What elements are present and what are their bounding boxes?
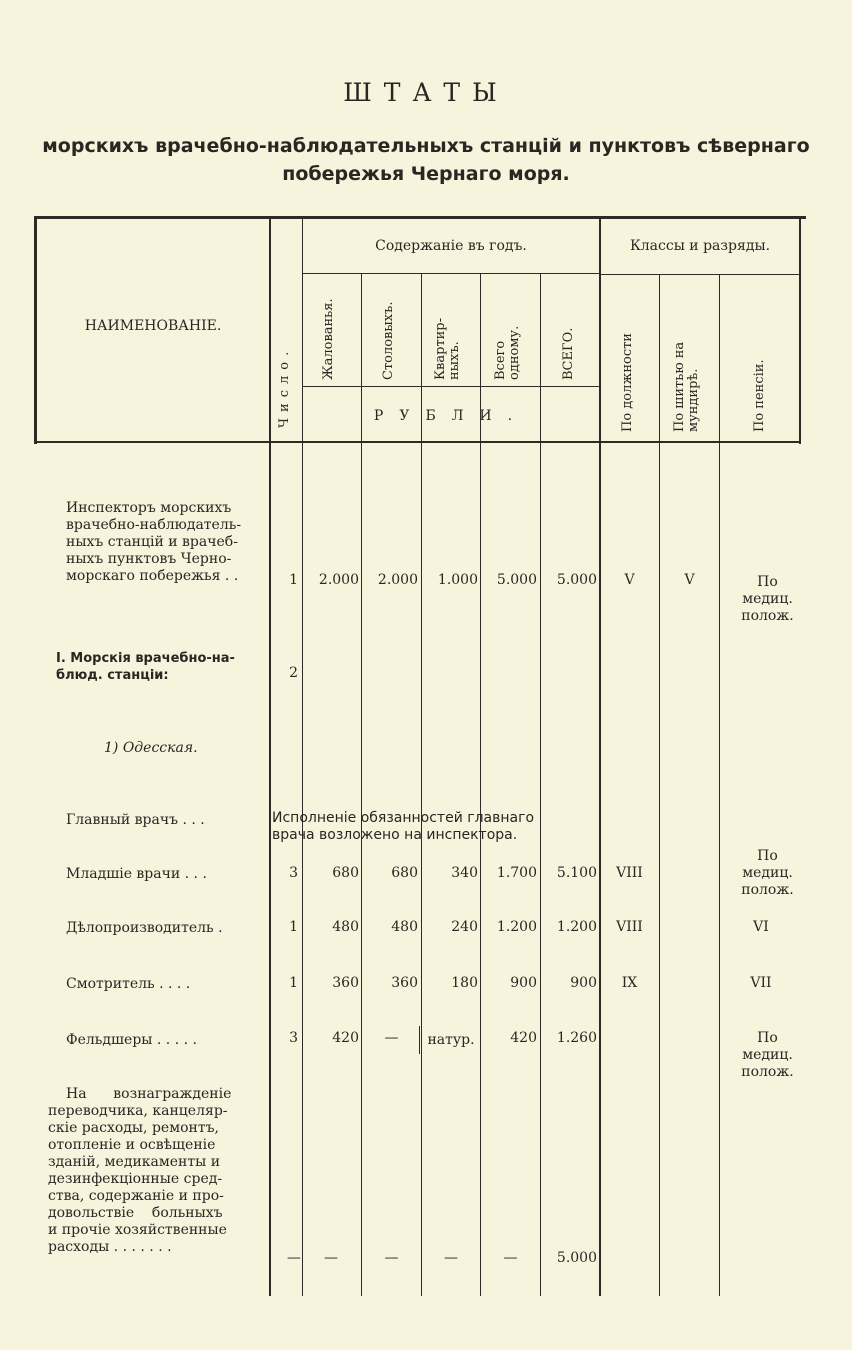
row-medics-per-person: 420 [510, 1030, 537, 1046]
medics-quarters-box-left [419, 1026, 420, 1054]
row-chief-name: Главный врачъ . . . [66, 812, 205, 828]
table-top-border [34, 216, 806, 219]
row-junior-table-money: 680 [391, 865, 418, 881]
col-line-total [599, 218, 601, 1296]
header-by-position: По должности [620, 333, 635, 432]
row-inspector-pension: По медиц. полож. [741, 574, 794, 624]
col-line-table [421, 274, 422, 1296]
row-other-quarters: — [444, 1250, 458, 1266]
row-medics-count: 3 [289, 1030, 298, 1046]
row-medics-table-money: — [384, 1030, 399, 1046]
row-keeper-pension: VII [750, 975, 772, 991]
row-clerk-count: 1 [289, 919, 298, 935]
row-junior-pension: По медиц. полож. [741, 848, 794, 898]
row-other-name: переводчика, канцеляр- скіе расходы, ремонтъ, отопленіе и освѣщеніе зданій, медикаменты и дезинфекціонные сред- ства, содержаніе и про- довольствіе больныхъ и прочіе хозяйственные расходы . . . . . . . [48, 1103, 228, 1255]
row-keeper-table-money: 360 [391, 975, 418, 991]
header-salary: Жалованья. [321, 298, 336, 380]
col-line-position [659, 274, 660, 1296]
col-line-salary [361, 274, 362, 1296]
row-section1-count: 2 [289, 665, 298, 681]
header-rubles: РУБЛИ. [373, 408, 529, 424]
row-clerk-table-money: 480 [391, 919, 418, 935]
row-medics-salary: 420 [332, 1030, 359, 1046]
header-quarters: Квартир- ныхъ. [433, 317, 462, 380]
row-section1-name: I. Морскія врачебно-на- блюд. станціи: [56, 651, 235, 683]
header-count: Число. [277, 345, 292, 428]
header-name: НАИМЕНОВАНІЕ. [84, 318, 222, 334]
header-by-pension: По пенсіи. [752, 359, 767, 432]
row-clerk-quarters: 240 [451, 919, 478, 935]
row-inspector-table-money: 2.000 [377, 572, 418, 588]
header-per-person: Всего одному. [493, 325, 522, 380]
row-keeper-count: 1 [289, 975, 298, 991]
col-line-uniform [719, 274, 720, 1296]
row-chief-note: Исполненіе обязанностей главнаго врача возложено на инспектора. [272, 810, 535, 843]
row-keeper-per-person: 900 [510, 975, 537, 991]
rubles-divider [303, 386, 599, 387]
row-junior-per-person: 1.700 [496, 865, 537, 881]
row-other-name-first: На вознагражденіе [66, 1086, 232, 1102]
row-inspector-position: V [624, 572, 635, 588]
header-pay-group: Содержаніе въ годъ. [375, 238, 527, 254]
row-inspector-salary: 2.000 [318, 572, 359, 588]
row-keeper-total: 900 [570, 975, 597, 991]
row-junior-salary: 680 [332, 865, 359, 881]
row-keeper-name: Смотритель . . . . [66, 976, 191, 992]
row-junior-count: 3 [289, 865, 298, 881]
row-other-per-person: — [503, 1250, 518, 1266]
subtitle-line-1: морскихъ врачебно-наблюдательныхъ станцій и пунктовъ сѣвернаго [42, 135, 810, 157]
row-inspector-total: 5.000 [556, 572, 597, 588]
col-line-per-person [540, 274, 541, 1296]
col-line-quarters [480, 274, 481, 1296]
row-medics-name: Фельдшеры . . . . . [66, 1032, 197, 1048]
page-subtitle [20, 132, 832, 188]
row-clerk-position: VIII [616, 919, 643, 935]
row-inspector-quarters: 1.000 [437, 572, 478, 588]
row-clerk-salary: 480 [332, 919, 359, 935]
row-junior-quarters: 340 [451, 865, 478, 881]
header-total: ВСЕГО. [561, 327, 576, 380]
row-keeper-quarters: 180 [451, 975, 478, 991]
header-table-money: Столовыхъ. [381, 301, 396, 380]
col-line-count [302, 218, 303, 1296]
subtitle-line-2: побережья Чернаго моря. [282, 163, 570, 185]
row-odessa-name: 1) Одесская. [104, 740, 198, 756]
row-clerk-name: Дѣлопроизводитель . [66, 920, 223, 936]
row-inspector-per-person: 5.000 [496, 572, 537, 588]
row-other-table-money: — [384, 1250, 399, 1266]
row-other-count: — [287, 1250, 301, 1266]
row-clerk-per-person: 1.200 [496, 919, 537, 935]
row-other-salary: — [324, 1250, 338, 1266]
row-medics-total: 1.260 [556, 1030, 597, 1046]
col-line-name [269, 218, 271, 1296]
row-medics-quarters: натур. [427, 1032, 475, 1048]
row-keeper-salary: 360 [332, 975, 359, 991]
row-clerk-pension: VI [753, 919, 769, 935]
row-inspector-uniform: V [684, 572, 695, 588]
header-classes-group: Классы и разряды. [629, 238, 771, 254]
row-clerk-total: 1.200 [556, 919, 597, 935]
table-header-border [34, 441, 800, 443]
row-inspector-count: 1 [289, 572, 298, 588]
pay-group-divider [303, 273, 599, 274]
classes-group-divider [600, 274, 800, 275]
row-other-total: 5.000 [556, 1250, 597, 1266]
row-medics-pension: По медиц. полож. [741, 1030, 794, 1080]
row-junior-total: 5.100 [556, 865, 597, 881]
row-junior-name: Младшіе врачи . . . [66, 866, 207, 882]
header-by-uniform: По шитью на мундирѣ. [672, 341, 701, 432]
row-junior-position: VIII [616, 865, 643, 881]
page-title: ШТАТЫ [343, 78, 509, 107]
row-keeper-position: IX [621, 975, 638, 991]
row-inspector-name: Инспекторъ морскихъ врачебно-наблюдатель- ныхъ станцій и врачеб- ныхъ пунктовъ Черно- морскаго побережья . . [66, 500, 242, 584]
